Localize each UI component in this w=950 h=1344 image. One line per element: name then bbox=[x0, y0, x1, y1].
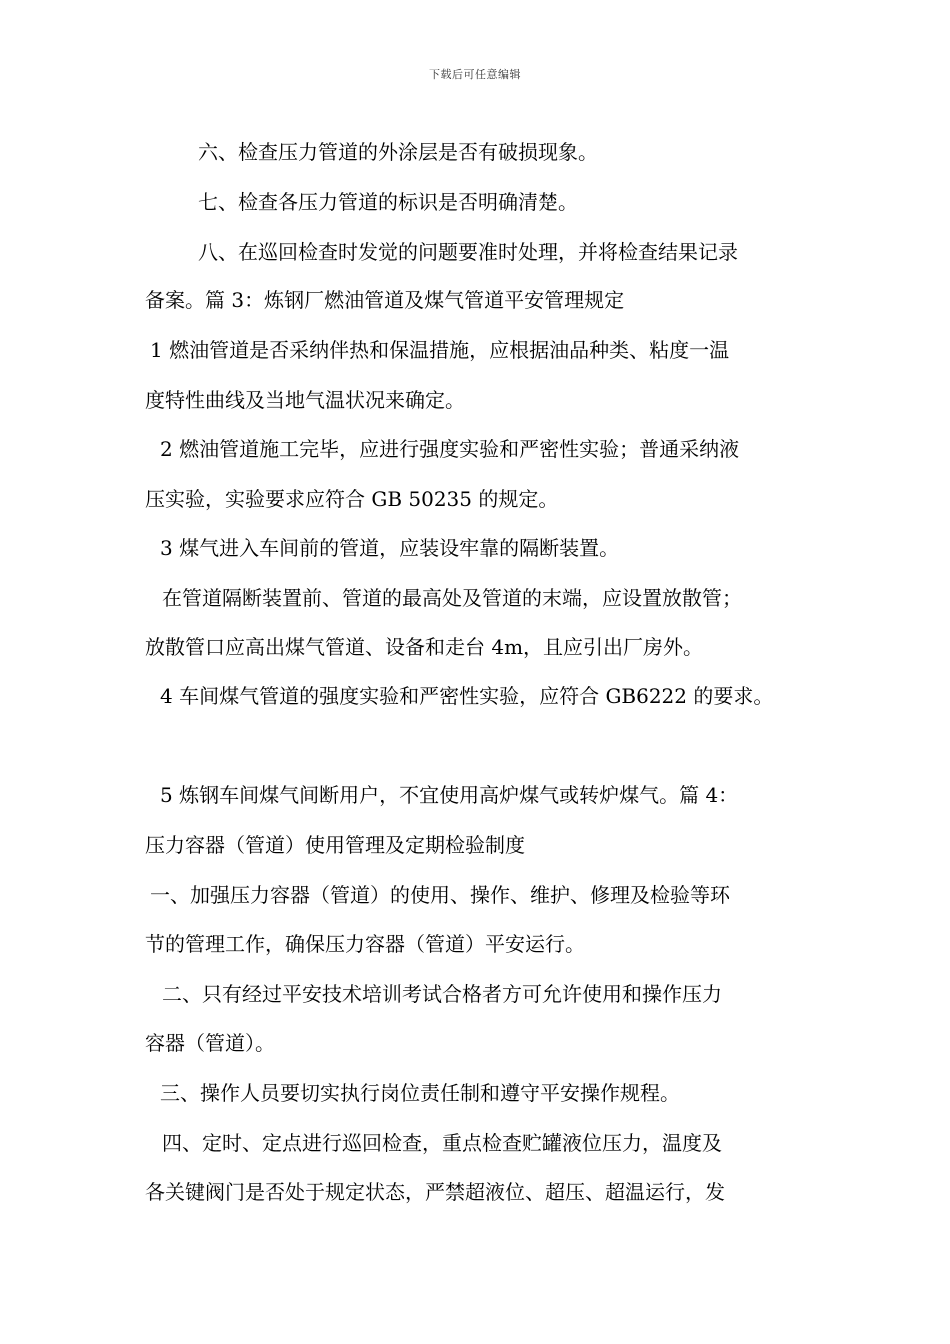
paragraph-line: 压实验，实验要求应符合 GB 50235 的规定。 bbox=[145, 487, 559, 511]
paragraph-line: 三、操作人员要切实执行岗位责任制和遵守平安操作规程。 bbox=[160, 1081, 680, 1105]
paragraph-line: 四、定时、定点进行巡回检查，重点检查贮罐液位压力，温度及 bbox=[162, 1131, 722, 1155]
paragraph-line: 放散管口应高出煤气管道、设备和走台 4m，且应引出厂房外。 bbox=[145, 635, 704, 659]
paragraph-line: 六、检查压力管道的外涂层是否有破损现象。 bbox=[198, 140, 598, 164]
page-header: 下载后可任意编辑 bbox=[429, 68, 521, 81]
paragraph-line: 压力容器（管道）使用管理及定期检验制度 bbox=[145, 833, 525, 857]
paragraph-line: 容器（管道）。 bbox=[145, 1031, 275, 1055]
paragraph-line: 度特性曲线及当地气温状况来确定。 bbox=[145, 388, 465, 412]
paragraph-line: 5 炼钢车间煤气间断用户，不宜使用高炉煤气或转炉煤气。篇 4： bbox=[160, 783, 739, 807]
paragraph-line: 1 燃油管道是否采纳伴热和保温措施，应根据油品种类、粘度一温 bbox=[150, 338, 730, 362]
paragraph-line: 在管道隔断装置前、管道的最高处及管道的末端，应设置放散管； bbox=[162, 586, 742, 610]
paragraph-line: 一、加强压力容器（管道）的使用、操作、维护、修理及检验等环 bbox=[150, 883, 730, 907]
paragraph-line: 七、检查各压力管道的标识是否明确清楚。 bbox=[198, 190, 578, 214]
paragraph-line: 八、在巡回检查时发觉的问题要准时处理，并将检查结果记录 bbox=[198, 240, 738, 264]
paragraph-line: 备案。篇 3：炼钢厂燃油管道及煤气管道平安管理规定 bbox=[145, 288, 625, 312]
paragraph-line: 2 燃油管道施工完毕，应进行强度实验和严密性实验；普通采纳液 bbox=[160, 437, 740, 461]
paragraph-line: 节的管理工作，确保压力容器（管道）平安运行。 bbox=[145, 932, 585, 956]
paragraph-line: 各关键阀门是否处于规定状态，严禁超液位、超压、超温运行，发 bbox=[145, 1180, 725, 1204]
paragraph-line: 二、只有经过平安技术培训考试合格者方可允许使用和操作压力 bbox=[162, 982, 722, 1006]
paragraph-line: 4 车间煤气管道的强度实验和严密性实验，应符合 GB6222 的要求。 bbox=[160, 684, 774, 708]
paragraph-line: 3 煤气进入车间前的管道，应装设牢靠的隔断装置。 bbox=[160, 536, 620, 560]
